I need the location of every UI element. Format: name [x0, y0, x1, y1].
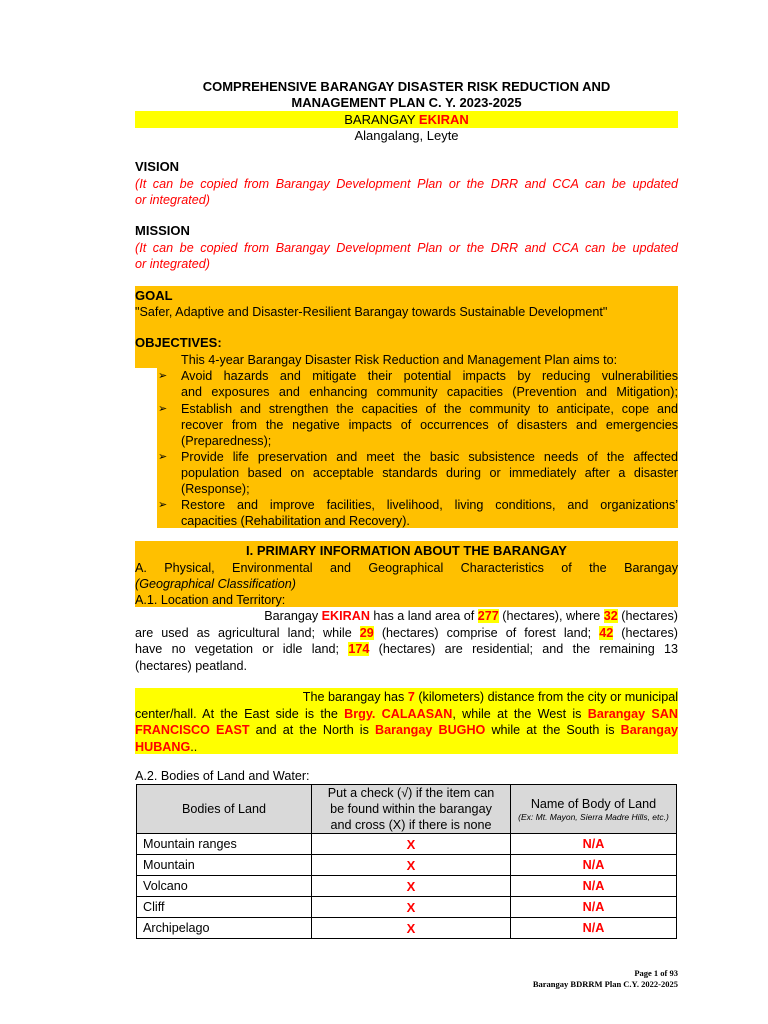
objective-item-3: Provide life preservation and meet the basic subsistence needs of the affected population based on acceptable standards during or immediately after a disaster (Response); [181, 450, 678, 496]
title-line-1: COMPREHENSIVE BARANGAY DISASTER RISK REDUCTION AND [202, 79, 611, 94]
objective-item-2: Establish and strengthen the capacities of the community to anticipate, cope and recover from the negative impacts of occurrences of disasters and emergencies (Preparedness); [181, 402, 678, 448]
column-header-name-of-body: Name of Body of Land (Ex: Mt. Mayon, Sierra Madre Hills, etc.) [511, 785, 677, 834]
barangay-name: EKIRAN [418, 112, 469, 127]
objectives-heading: OBJECTIVES: [135, 335, 222, 350]
north-boundary: Barangay BUGHO [374, 723, 486, 737]
vision-text-line-2: or integrated) [135, 193, 210, 207]
section-a2-heading: A.2. Bodies of Land and Water: [135, 769, 310, 783]
barangay-prefix: BARANGAY [344, 112, 419, 127]
column-header-bodies-of-land: Bodies of Land [137, 785, 312, 834]
title-line-2: MANAGEMENT PLAN C. Y. 2023-2025 [291, 95, 522, 110]
mission-text-line-1: (It can be copied from Barangay Development Plan or the DRR and CCA can be updated [135, 241, 678, 255]
distance-value: 7 [407, 690, 415, 704]
vision-text-line-1: (It can be copied from Barangay Development Plan or the DRR and CCA can be updated [135, 177, 678, 191]
goal-text: "Safer, Adaptive and Disaster-Resilient Barangay towards Sustainable Development" [135, 305, 608, 319]
column-header-check: Put a check (√) if the item can be found within the barangay and cross (X) if there is none [312, 785, 511, 834]
table-row: Volcano X N/A [137, 876, 677, 897]
mission-heading: MISSION [135, 223, 190, 238]
table-row: Mountain X N/A [137, 855, 677, 876]
objective-item-4: Restore and improve facilities, livelihood, living conditions, and organizations’ capacities (Rehabilitation and Recovery). [181, 498, 678, 528]
west-boundary-part-2: FRANCISCO EAST [135, 723, 250, 737]
south-boundary-part-2: HUBANG [135, 739, 191, 754]
objectives-intro: This 4-year Barangay Disaster Risk Reduction and Management Plan aims to: [181, 353, 618, 367]
page-footer [470, 968, 678, 990]
east-boundary: Brgy. CALAASAN [344, 706, 453, 721]
forest-value: 29 [359, 625, 374, 640]
section-a-note: (Geographical Classification) [135, 577, 296, 591]
bullet-icon: ➢ [158, 499, 168, 511]
bodies-of-land-table [136, 784, 677, 939]
document-title [135, 79, 678, 111]
barangay-name: EKIRAN [321, 609, 370, 623]
south-boundary-part-1: Barangay [620, 723, 678, 737]
mission-text-line-2: or integrated) [135, 257, 210, 271]
bullet-icon: ➢ [158, 370, 168, 382]
land-area-paragraph: Barangay EKIRAN has a land area of 277 (hectares), where 32 (hectares) are used as agricultural land; while 29 (hectares) comprise of forest land; 42 (hectares) have no vegetation or idle land; 174 (hectares) are residential; and the remaining 13 (hectares) peatland. [135, 609, 678, 673]
distance-paragraph: The barangay has 7 (kilometers) distance from the city or municipal center/hall. At the East side is the Brgy. CALAASAN, while at the West is Barangay SAN FRANCISCO EAST and at the North is Barangay BUGHO while at the South is Barangay HUBANG.. [135, 690, 678, 754]
section-a1-heading: A.1. Location and Territory: [135, 593, 286, 607]
residential-value: 174 [348, 642, 370, 656]
bullet-icon: ➢ [158, 403, 168, 415]
barangay-name-banner [135, 111, 678, 128]
vision-heading: VISION [135, 159, 180, 174]
table-header-row [137, 785, 677, 834]
total-area-value: 277 [477, 609, 499, 623]
section-a-heading: A. Physical, Environmental and Geographical Characteristics of the Barangay [135, 561, 678, 575]
plan-name: Barangay BDRRM Plan C.Y. 2022-2025 [532, 979, 678, 989]
objective-item-1: Avoid hazards and mitigate their potential impacts by reducing vulnerabilities and exposures and enhancing community capacities (Prevention and Mitigation); [181, 369, 678, 399]
agricultural-value: 32 [603, 609, 618, 623]
idle-value: 42 [599, 625, 614, 640]
table-row: Cliff X N/A [137, 897, 677, 918]
section-1-heading: I. PRIMARY INFORMATION ABOUT THE BARANGAY [246, 543, 567, 558]
table-row: Mountain ranges X N/A [137, 834, 677, 855]
west-boundary-part-1: Barangay SAN [587, 706, 678, 721]
goal-heading: GOAL [135, 288, 173, 303]
bullet-gutter [135, 368, 157, 528]
table-row: Archipelago X N/A [137, 918, 677, 939]
location: Alangalang, Leyte [354, 128, 459, 143]
bullet-icon: ➢ [158, 451, 168, 463]
page-number: Page 1 of 93 [634, 968, 678, 978]
